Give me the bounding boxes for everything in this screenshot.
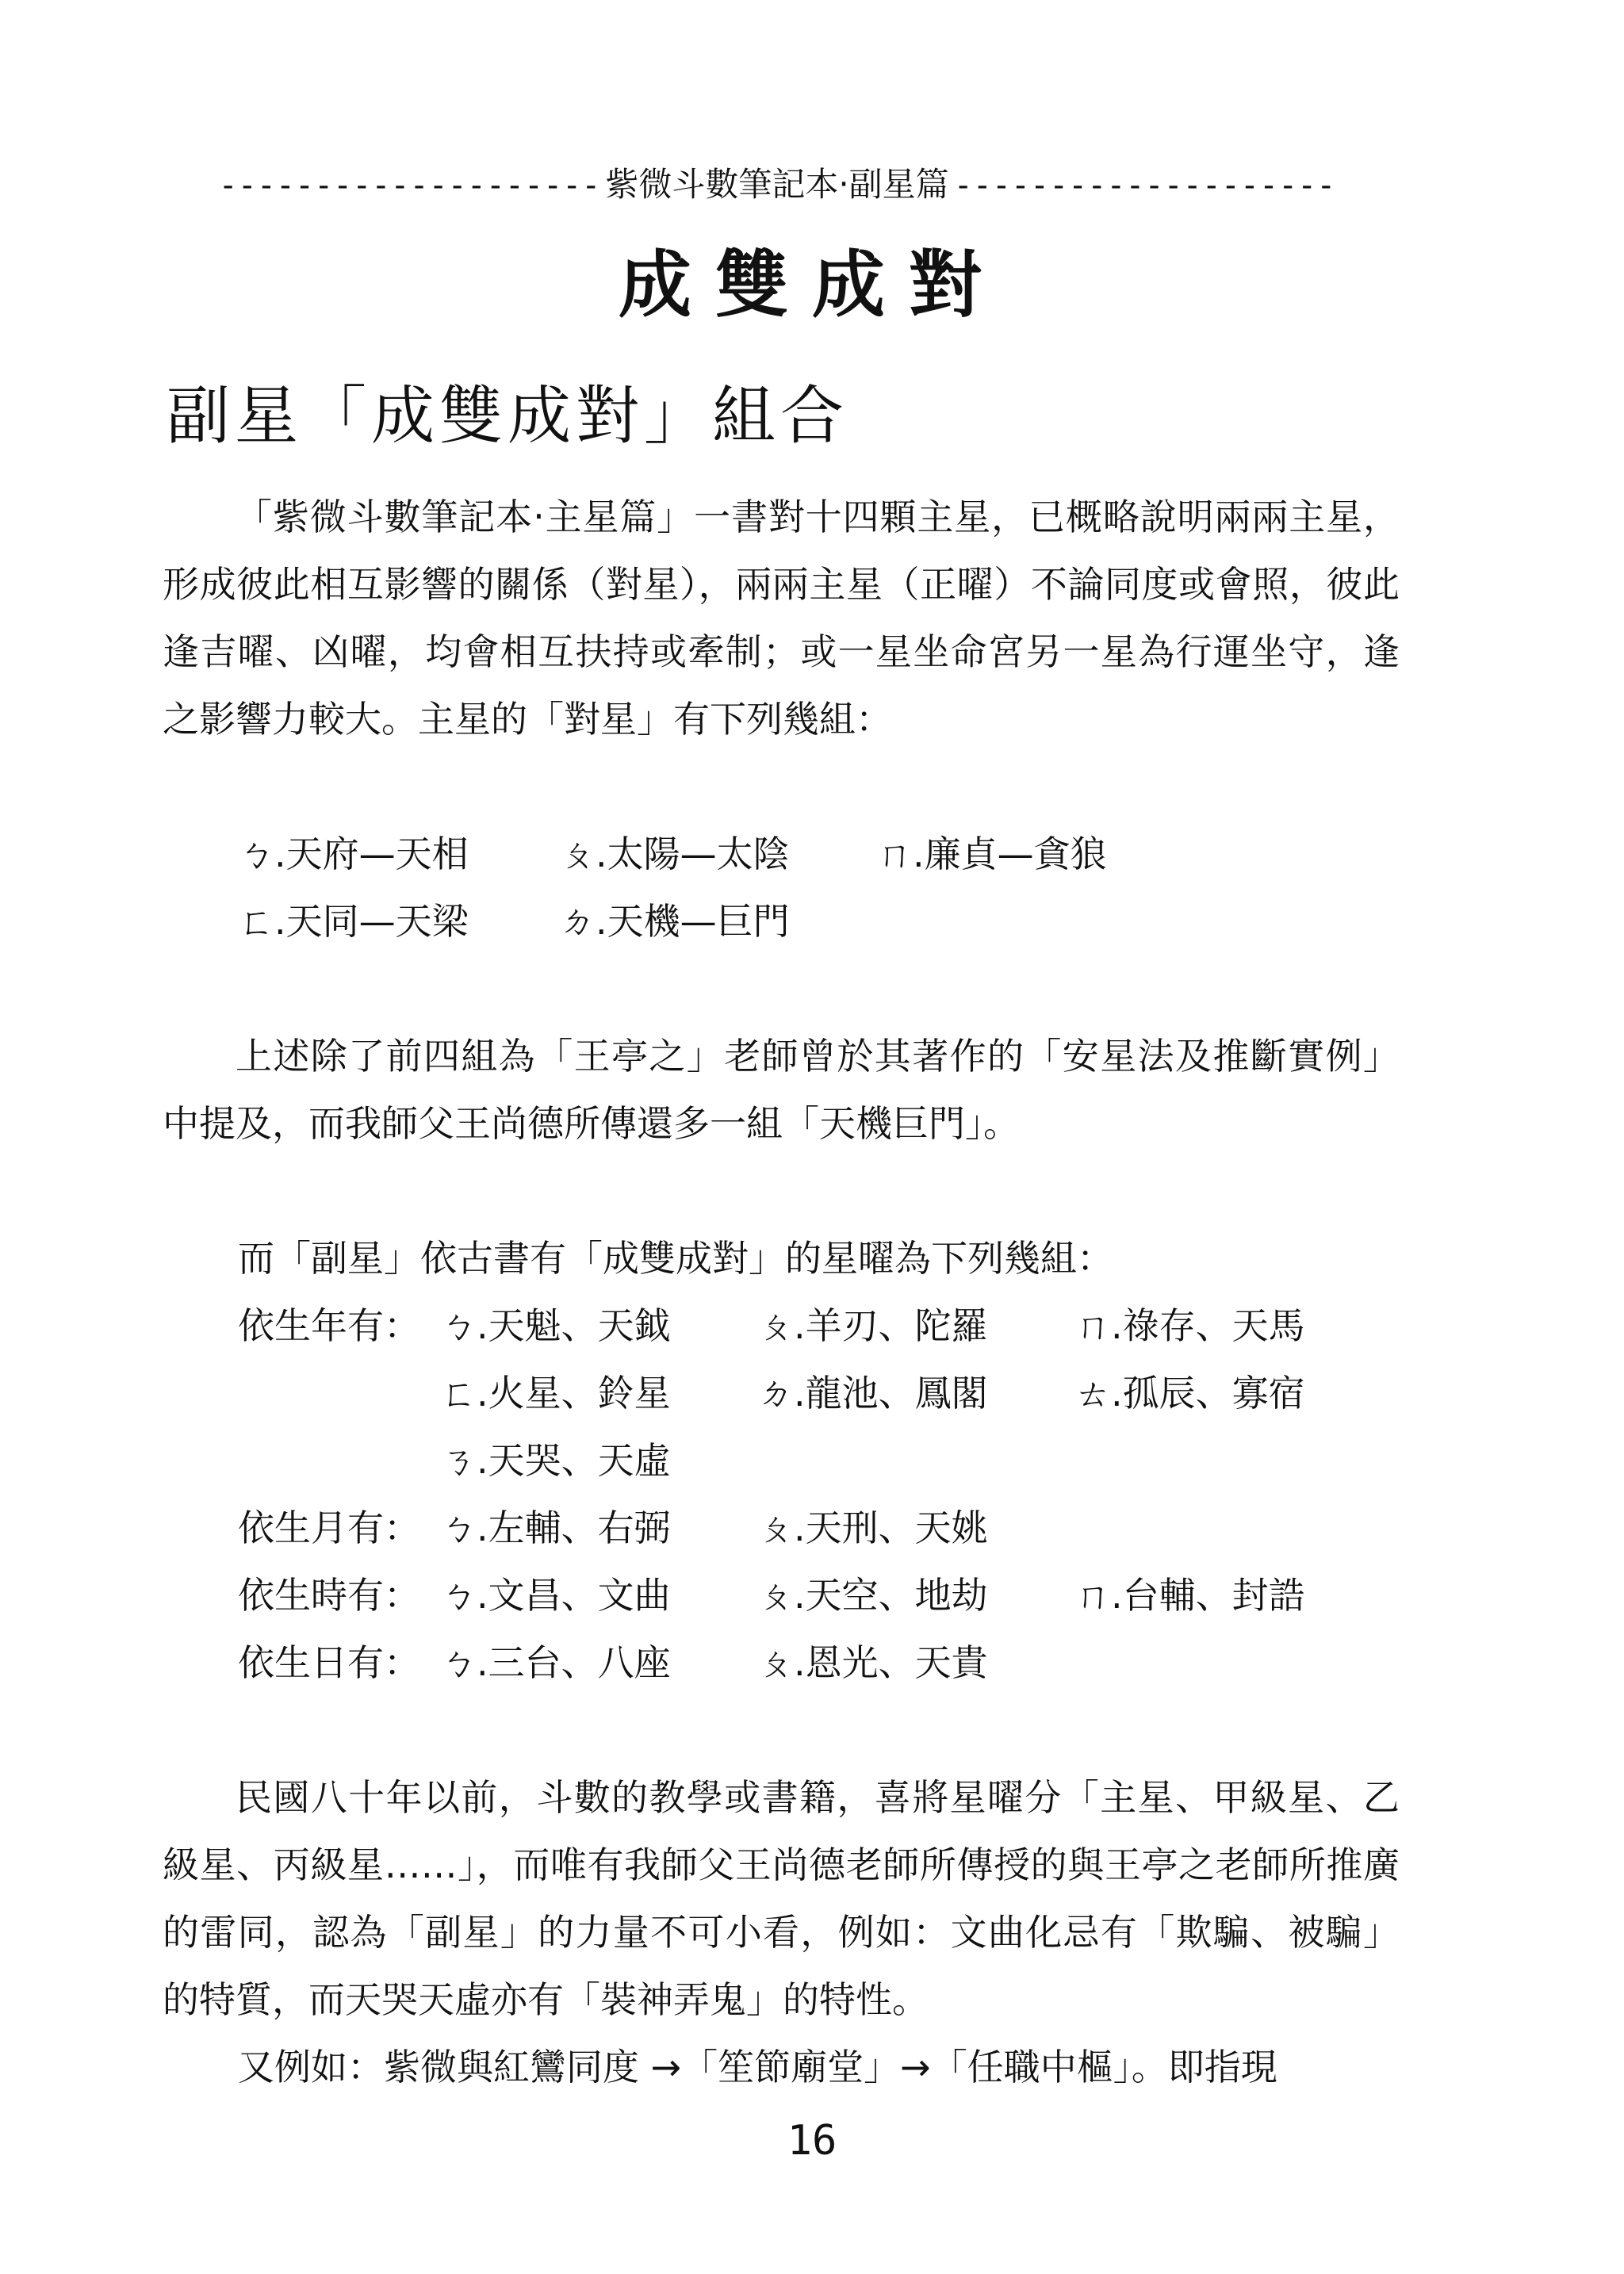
paragraph-example: 又例如：紫微與紅鸞同度 →「笙節廟堂」→「任職中樞」。即指現: [238, 2046, 1277, 2088]
paragraph-minor-stars-intro: 而「副星」依古書有「成雙成對」的星曜為下列幾組：: [238, 1237, 1113, 1280]
group-item: ㄅ.三台、八座: [440, 1641, 671, 1684]
group-label-year: 依生年有：: [238, 1304, 420, 1347]
pair-item: ㄆ.太陽—太陰: [559, 833, 790, 875]
chapter-title: 成雙成對: [618, 243, 1005, 327]
group-item: ㄅ.左輔、右弼: [440, 1506, 671, 1549]
pair-item: ㄈ.天同—天梁: [238, 900, 469, 943]
group-label-month: 依生月有：: [238, 1506, 420, 1549]
group-item: ㄆ.天刑、天姚: [757, 1506, 988, 1549]
group-item: ㄊ.孤辰、寡宿: [1074, 1372, 1305, 1415]
group-item: ㄅ.文昌、文曲: [440, 1574, 671, 1617]
group-item: ㄆ.天空、地劫: [757, 1574, 988, 1617]
paragraph-main-stars: 「紫微斗數筆記本‧主星篇」一書對十四顆主星，已概略說明兩兩主星，形成彼此相互影響的關係（對星），兩兩主星（正曜）不論同度或會照，彼此逢吉曜、凶曜，均會相互扶持或牽制；或一星坐命宮另一星為行運坐守，逢之影響力較大。主星的「對星」有下列幾組：: [163, 496, 1400, 741]
group-item: ㄈ.火星、鈴星: [440, 1372, 671, 1415]
header-dashes-left: --------------------: [218, 167, 601, 204]
group-label-day: 依生日有：: [238, 1641, 420, 1684]
paragraph-minor-star-power: 民國八十年以前，斗數的教學或書籍，喜將星曜分「主星、甲級星、乙級星、丙級星……」，而唯有我師父王尚德老師所傳授的與王亭之老師所推廣的雷同，認為「副星」的力量不可小看，例如：文曲化忌有「欺騙、被騙」的特質，而天哭天虛亦有「裝神弄鬼」的特性。: [163, 1776, 1400, 2021]
group-item: ㄆ.羊刃、陀羅: [757, 1304, 988, 1347]
group-label-hour: 依生時有：: [238, 1574, 420, 1617]
group-item: ㄆ.恩光、天貴: [757, 1641, 988, 1684]
paragraph-wang-tingzhi: 上述除了前四組為「王亭之」老師曾於其著作的「安星法及推斷實例」中提及，而我師父王尚德所傳還多一組「天機巨門」。: [163, 1035, 1400, 1145]
page-number: 16: [787, 2117, 837, 2165]
pair-item: ㄅ.天府—天相: [238, 833, 469, 875]
running-header: [163, 163, 1392, 208]
group-item: ㄋ.天哭、天虛: [440, 1439, 671, 1482]
group-item: ㄅ.天魁、天鉞: [440, 1304, 671, 1347]
group-item: ㄉ.龍池、鳳閣: [757, 1372, 988, 1415]
section-title: 副星「成雙成對」組合: [167, 379, 848, 453]
pair-item: ㄉ.天機—巨門: [559, 900, 790, 943]
group-item: ㄇ.台輔、封誥: [1074, 1574, 1305, 1617]
header-book-title: 紫微斗數筆記本‧副星篇: [605, 165, 949, 204]
group-item: ㄇ.祿存、天馬: [1074, 1304, 1305, 1347]
header-dashes-right: --------------------: [953, 167, 1336, 204]
pair-item: ㄇ.廉貞—貪狼: [876, 833, 1107, 875]
